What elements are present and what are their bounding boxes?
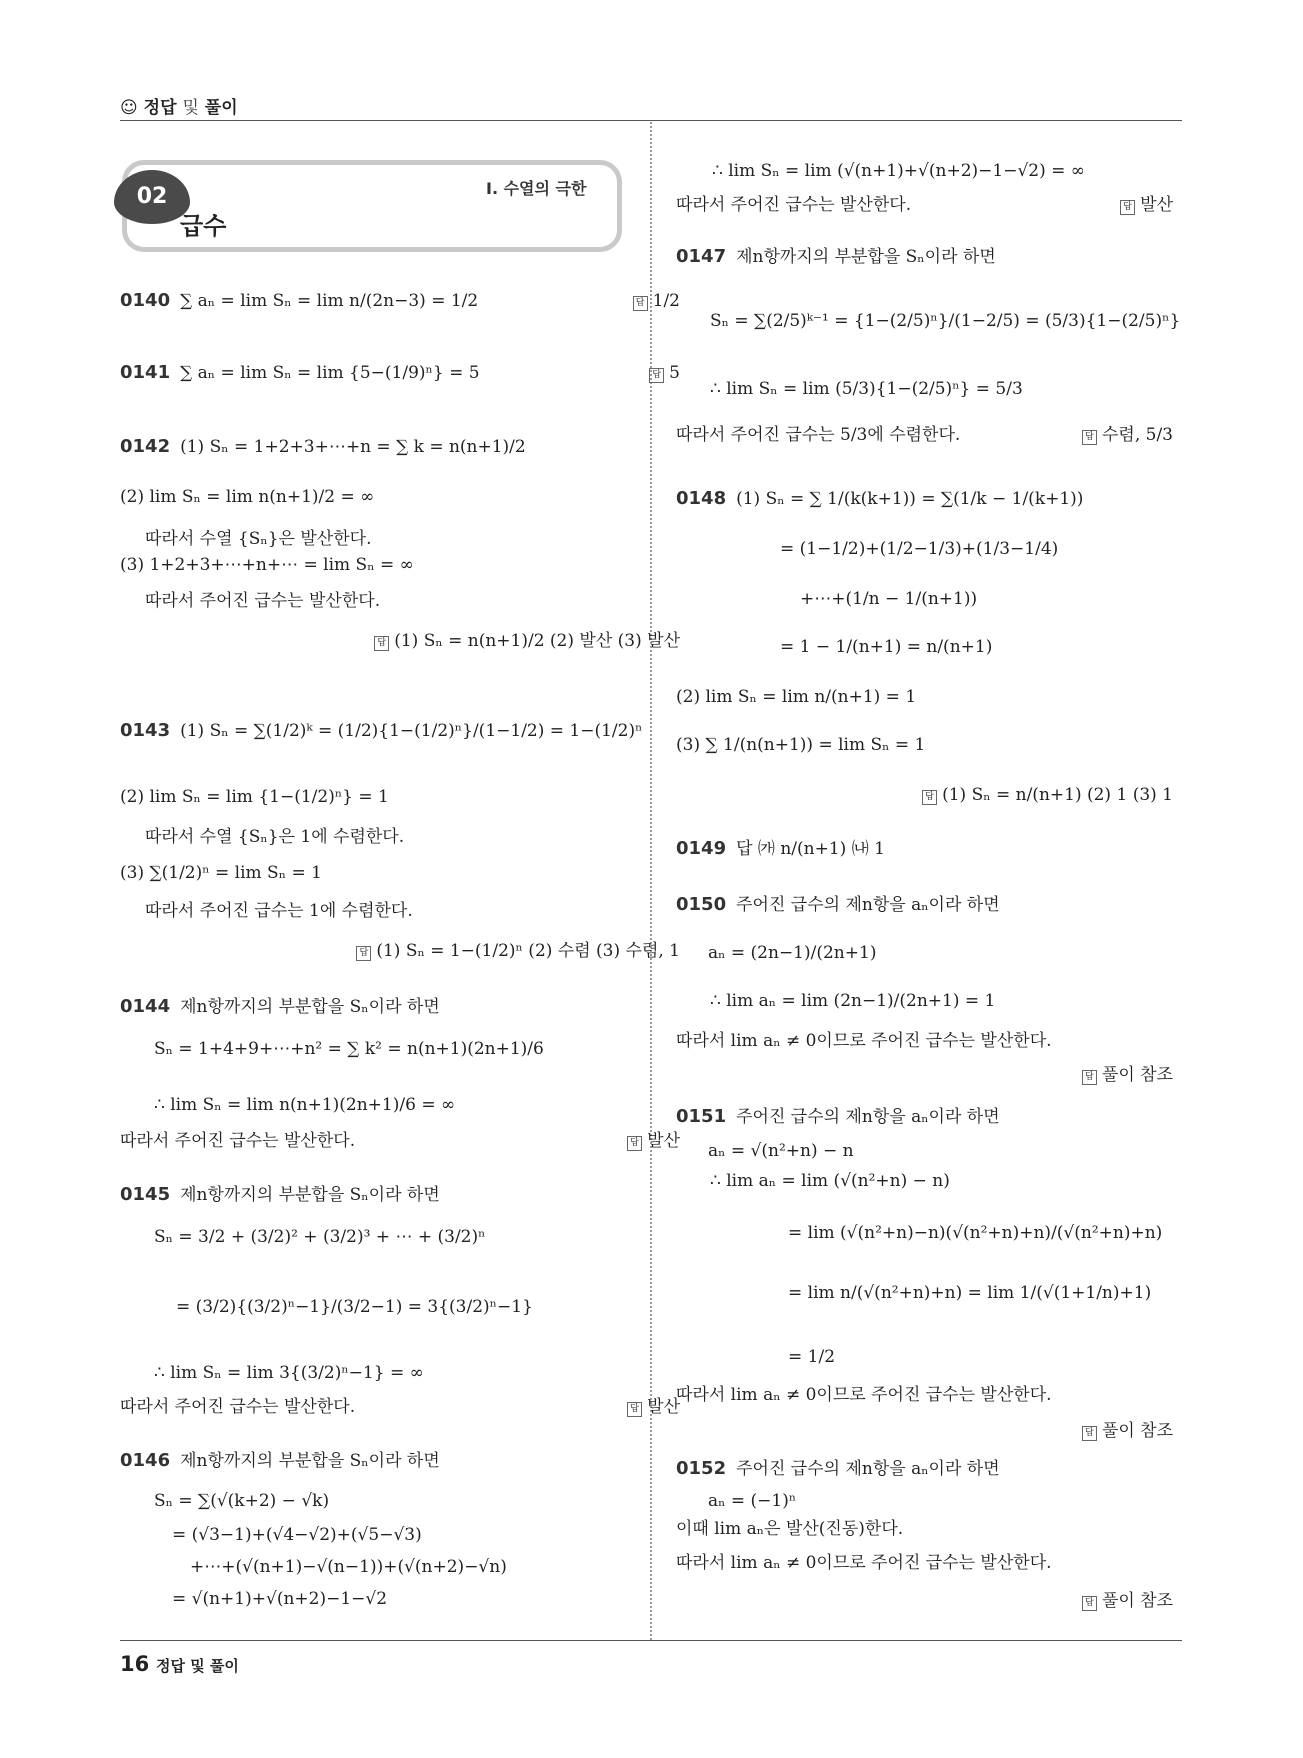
- problem-0143: [120, 720, 642, 742]
- math-text: (3) 1+2+3+⋯+n+⋯ = lim Sₙ = ∞: [120, 555, 414, 575]
- math-text: ∴ lim Sₙ = lim n(n+1)(2n+1)/6 = ∞: [154, 1095, 456, 1115]
- solution-line: [176, 1296, 533, 1318]
- math-text: ∑ aₙ = lim Sₙ = lim n/(2n−3) = 1/2: [180, 291, 479, 311]
- problem-number: 0147: [676, 246, 727, 267]
- math-text: (3) ∑(1/2)ⁿ = lim Sₙ = 1: [120, 863, 322, 883]
- solution-line: [788, 1282, 1151, 1304]
- solution-line: [145, 528, 371, 550]
- problem-0148: [676, 488, 1083, 510]
- footer-label: 정답 및 풀이: [156, 1657, 239, 1675]
- problem-0141: [120, 362, 480, 384]
- math-text: aₙ = (−1)ⁿ: [708, 1491, 797, 1511]
- math-text: (2) lim Sₙ = lim {1−(1/2)ⁿ} = 1: [120, 787, 389, 807]
- header-rule: [120, 120, 1182, 121]
- solution-line: [145, 826, 404, 848]
- math-text: 따라서 주어진 급수는 발산한다.: [145, 591, 381, 611]
- solution-line: [154, 1362, 424, 1384]
- solution-line: [800, 588, 977, 610]
- problem-0144: [120, 996, 440, 1018]
- solution-line: [676, 686, 916, 708]
- answer-text: 5: [669, 363, 680, 383]
- math-text: 따라서 수열 {Sₙ}은 1에 수렴한다.: [145, 827, 405, 847]
- math-text: ∴ lim aₙ = lim (2n−1)/(2n+1) = 1: [710, 991, 996, 1011]
- answer-text: 풀이 참조: [1101, 1065, 1173, 1085]
- solution-line: [708, 1490, 796, 1512]
- problem-number: 0142: [120, 436, 171, 457]
- math-text: ∴ lim Sₙ = lim 3{(3/2)ⁿ−1} = ∞: [154, 1363, 424, 1383]
- solution-line: [788, 1222, 1162, 1244]
- solution-line: [120, 554, 414, 576]
- problem-0145: [120, 1184, 440, 1206]
- math-text: aₙ = (2n−1)/(2n+1): [708, 943, 877, 963]
- answer-text: 발산: [647, 1397, 680, 1417]
- math-text: aₙ = √(n²+n) − n: [708, 1141, 854, 1161]
- math-text: 따라서 주어진 급수는 발산한다.: [120, 1397, 356, 1417]
- answer-text: (1) Sₙ = n(n+1)/2 (2) 발산 (3) 발산: [394, 631, 680, 651]
- problem-0150: [676, 894, 1000, 916]
- solution-line: [120, 786, 389, 808]
- math-text: 이때 lim aₙ은 발산(진동)한다.: [676, 1519, 904, 1539]
- math-text: 따라서 주어진 급수는 발산한다.: [120, 1131, 356, 1151]
- answer-mark-icon: 답: [627, 1136, 642, 1151]
- math-text: ∴ lim Sₙ = lim (5/3){1−(2/5)ⁿ} = 5/3: [710, 379, 1023, 399]
- answer-mark-icon: 답: [1082, 430, 1097, 445]
- answer-text: 풀이 참조: [1101, 1591, 1173, 1611]
- answer-text: 1/2: [652, 291, 680, 311]
- math-text: 따라서 주어진 급수는 발산한다.: [676, 195, 912, 215]
- solution-line: [708, 1140, 854, 1162]
- answer-mark-icon: 답: [356, 946, 371, 961]
- math-text: (1) Sₙ = 1+2+3+⋯+n = ∑ k = n(n+1)/2: [180, 437, 526, 457]
- answer-mark-icon: 답: [1082, 1426, 1097, 1441]
- answer: [633, 290, 680, 312]
- solution-line: [172, 1588, 387, 1610]
- math-text: +⋯+(1/n − 1/(n+1)): [800, 589, 978, 609]
- solution-line: [154, 1490, 329, 1512]
- math-text: = lim (√(n²+n)−n)(√(n²+n)+n)/(√(n²+n)+n): [788, 1223, 1163, 1243]
- math-text: = √(n+1)+√(n+2)−1−√2: [172, 1589, 388, 1609]
- solution-line: [676, 1030, 1052, 1052]
- math-text: = (1−1/2)+(1/2−1/3)+(1/3−1/4): [780, 539, 1059, 559]
- problem-0146: [120, 1450, 440, 1472]
- answer-text: (1) Sₙ = n/(n+1) (2) 1 (3) 1: [942, 785, 1173, 805]
- running-header: ☺ 정답 및 풀이: [120, 98, 238, 118]
- solution-line: [676, 1518, 903, 1540]
- problem-number: 0148: [676, 488, 727, 509]
- problem-number: 0141: [120, 362, 171, 383]
- math-text: 따라서 주어진 급수는 1에 수렴한다.: [145, 901, 413, 921]
- solution-line: [710, 378, 1023, 400]
- math-text: 따라서 주어진 급수는 5/3에 수렴한다.: [676, 425, 961, 445]
- problem-number: 0145: [120, 1184, 171, 1205]
- problem-number: 0149: [676, 838, 727, 859]
- answer: [627, 1396, 680, 1418]
- math-text: = 1/2: [788, 1347, 836, 1367]
- solution-line: [190, 1556, 507, 1578]
- answer: [627, 1130, 680, 1152]
- footer-rule: [120, 1640, 1182, 1641]
- math-text: = (√3−1)+(√4−√2)+(√5−√3): [172, 1525, 422, 1545]
- answer-mark-icon: 답: [1082, 1070, 1097, 1085]
- problem-number: 0143: [120, 720, 171, 741]
- math-text: Sₙ = 1+4+9+⋯+n² = ∑ k² = n(n+1)(2n+1)/6: [154, 1039, 544, 1059]
- solution-line: [120, 862, 322, 884]
- solution-line: [708, 942, 876, 964]
- solution-line: [154, 1038, 544, 1060]
- problem-0149: [676, 838, 885, 860]
- solution-line: [788, 1346, 835, 1368]
- answer-mark-icon: 답: [374, 636, 389, 651]
- math-text: 답 ㈎ n/(n+1) ㈏ 1: [736, 839, 885, 859]
- math-text: 따라서 lim aₙ ≠ 0이므로 주어진 급수는 발산한다.: [676, 1385, 1052, 1405]
- answer-text: 발산: [647, 1131, 680, 1151]
- solution-line: [712, 160, 1085, 182]
- math-text: ∑ aₙ = lim Sₙ = lim {5−(1/9)ⁿ} = 5: [180, 363, 480, 383]
- problem-0147: [676, 246, 996, 268]
- page-number: 16: [120, 1652, 150, 1676]
- answer: [922, 784, 1173, 806]
- solution-line: [154, 1094, 455, 1116]
- answer-mark-icon: 답: [1120, 200, 1135, 215]
- solution-line: [120, 1130, 355, 1152]
- problem-0142: [120, 436, 526, 458]
- math-text: (2) lim Sₙ = lim n/(n+1) = 1: [676, 687, 917, 707]
- solution-line: [676, 1552, 1052, 1574]
- answer: [1082, 1590, 1173, 1612]
- problem-0152: [676, 1458, 1000, 1480]
- chapter-label: Ⅰ. 수열의 극한: [486, 179, 587, 198]
- problem-number: 0151: [676, 1106, 727, 1127]
- math-text: (3) ∑ 1/(n(n+1)) = lim Sₙ = 1: [676, 735, 926, 755]
- math-text: (1) Sₙ = ∑ 1/(k(k+1)) = ∑(1/k − 1/(k+1)): [736, 489, 1084, 509]
- section-title: 급수: [180, 212, 227, 240]
- solution-line: [154, 1226, 485, 1248]
- answer: [649, 362, 680, 384]
- answer-text: 발산: [1140, 195, 1173, 215]
- solution-line: [145, 900, 413, 922]
- answer-mark-icon: 답: [633, 296, 648, 311]
- answer-mark-icon: 답: [922, 790, 937, 805]
- problem-number: 0146: [120, 1450, 171, 1471]
- solution-line: [676, 734, 925, 756]
- answer-text: 풀이 참조: [1101, 1421, 1173, 1441]
- math-text: 제n항까지의 부분합을 Sₙ이라 하면: [180, 1451, 440, 1471]
- math-text: = 1 − 1/(n+1) = n/(n+1): [780, 637, 993, 657]
- solution-line: [120, 1396, 355, 1418]
- solution-line: [676, 194, 911, 216]
- math-text: Sₙ = 3/2 + (3/2)² + (3/2)³ + ⋯ + (3/2)ⁿ: [154, 1227, 486, 1247]
- math-text: 따라서 lim aₙ ≠ 0이므로 주어진 급수는 발산한다.: [676, 1031, 1052, 1051]
- solution-line: [710, 1170, 950, 1192]
- answer: [374, 630, 680, 652]
- math-text: ∴ lim aₙ = lim (√(n²+n) − n): [710, 1171, 950, 1191]
- math-text: 제n항까지의 부분합을 Sₙ이라 하면: [736, 247, 996, 267]
- solution-line: [172, 1524, 422, 1546]
- math-text: 주어진 급수의 제n항을 aₙ이라 하면: [736, 1107, 1000, 1127]
- smiley-icon: ☺: [120, 98, 138, 118]
- problem-number: 0152: [676, 1458, 727, 1479]
- math-text: 주어진 급수의 제n항을 aₙ이라 하면: [736, 895, 1000, 915]
- solution-line: [710, 310, 1180, 332]
- problem-number: 0144: [120, 996, 171, 1017]
- math-text: (2) lim Sₙ = lim n(n+1)/2 = ∞: [120, 487, 375, 507]
- answer-mark-icon: 답: [1082, 1596, 1097, 1611]
- solution-line: [676, 424, 960, 446]
- answer-text: 수렴, 5/3: [1101, 425, 1173, 445]
- answer-mark-icon: 답: [627, 1402, 642, 1417]
- solution-line: [120, 486, 374, 508]
- math-text: = (3/2){(3/2)ⁿ−1}/(3/2−1) = 3{(3/2)ⁿ−1}: [176, 1297, 533, 1317]
- math-text: Sₙ = ∑(√(k+2) − √k): [154, 1491, 330, 1511]
- answer: [1082, 1420, 1173, 1442]
- answer-text: (1) Sₙ = 1−(1/2)ⁿ (2) 수렴 (3) 수렴, 1: [376, 941, 680, 961]
- math-text: 제n항까지의 부분합을 Sₙ이라 하면: [180, 997, 440, 1017]
- section-number-badge: 02: [114, 170, 190, 224]
- math-text: 따라서 lim aₙ ≠ 0이므로 주어진 급수는 발산한다.: [676, 1553, 1052, 1573]
- math-text: +⋯+(√(n+1)−√(n−1))+(√(n+2)−√n): [190, 1557, 507, 1577]
- math-text: 따라서 수열 {Sₙ}은 발산한다.: [145, 529, 372, 549]
- answer: [356, 940, 680, 962]
- math-text: = lim n/(√(n²+n)+n) = lim 1/(√(1+1/n)+1): [788, 1283, 1152, 1303]
- solution-line: [145, 590, 380, 612]
- math-text: (1) Sₙ = ∑(1/2)ᵏ = (1/2){1−(1/2)ⁿ}/(1−1/2) = 1−(1/2)ⁿ: [180, 721, 643, 741]
- problem-number: 0150: [676, 894, 727, 915]
- answer: [1082, 1064, 1173, 1086]
- solution-line: [710, 990, 995, 1012]
- answer: [1082, 424, 1173, 446]
- math-text: 주어진 급수의 제n항을 aₙ이라 하면: [736, 1459, 1000, 1479]
- answer-mark-icon: 답: [649, 368, 664, 383]
- answer: [1120, 194, 1173, 216]
- math-text: 제n항까지의 부분합을 Sₙ이라 하면: [180, 1185, 440, 1205]
- math-text: Sₙ = ∑(2/5)ᵏ⁻¹ = {1−(2/5)ⁿ}/(1−2/5) = (5/3){1−(2/5)ⁿ}: [710, 311, 1181, 331]
- solution-line: [780, 636, 992, 658]
- problem-0140: [120, 290, 478, 312]
- solution-line: [780, 538, 1058, 560]
- problem-number: 0140: [120, 290, 171, 311]
- problem-0151: [676, 1106, 1000, 1128]
- math-text: ∴ lim Sₙ = lim (√(n+1)+√(n+2)−1−√2) = ∞: [712, 161, 1085, 181]
- solution-line: [676, 1384, 1052, 1406]
